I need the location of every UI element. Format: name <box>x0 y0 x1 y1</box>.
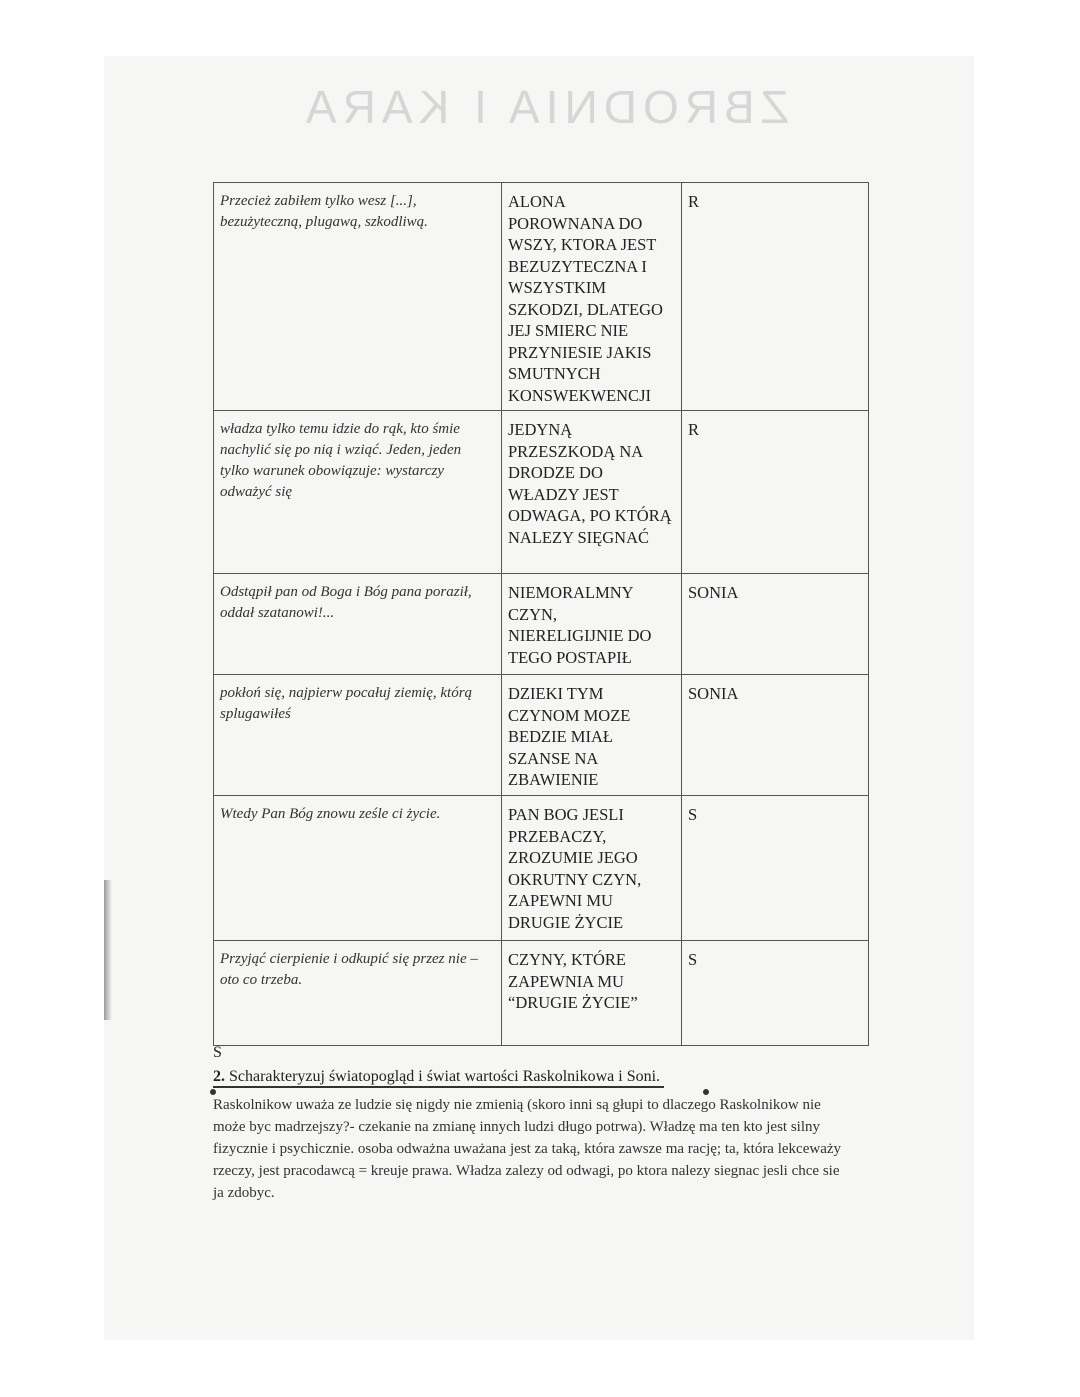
character-cell: SONIA <box>682 574 869 675</box>
page-edge-shadow <box>104 880 112 1020</box>
table-row <box>214 574 869 675</box>
table-row <box>214 675 869 796</box>
quote-cell: Odstąpił pan od Boga i Bóg pana poraził, oddał szatanowi!... <box>214 574 502 675</box>
comment-cell: PAN BOG JESLI PRZEBACZY, ZROZUMIE JEGO OKRUTNY CZYN, ZAPEWNI MU DRUGIE ŻYCIE <box>502 796 682 941</box>
character-cell: SONIA <box>682 675 869 796</box>
quote-cell: Przyjąć cierpienie i odkupić się przez nie – oto co trzeba. <box>214 941 502 1046</box>
table-row <box>214 796 869 941</box>
quote-cell: władza tylko temu idzie do rąk, kto śmie nachylić się po nią i wziąć. Jeden, jeden tylko warunek obowiązuje: wystarczy odważyć się <box>214 411 502 574</box>
task-number: 2. <box>213 1068 225 1085</box>
character-cell: R <box>682 411 869 574</box>
character-cell: S <box>682 941 869 1046</box>
comment-cell: NIEMORALMNY CZYN, NIERELIGIJNIE DO TEGO POSTAPIŁ <box>502 574 682 675</box>
quote-cell: Przecież zabiłem tylko wesz [...], bezużyteczną, plugawą, szkodliwą. <box>214 183 502 411</box>
comment-cell: JEDYNĄ PRZESZKODĄ NA DRODZE DO WŁADZY JEST ODWAGA, PO KTÓRĄ NALEZY SIĘGNAĆ <box>502 411 682 574</box>
quote-cell: pokłoń się, najpierw pocałuj ziemię, którą splugawiłeś <box>214 675 502 796</box>
table-row <box>214 183 869 411</box>
character-cell: R <box>682 183 869 411</box>
answer-text: Raskolnikow uważa ze ludzie się nigdy nie zmienią (skoro inni są głupi to dlaczego Raskolnikow nie może byc madrzejszy?- czekanie na zmianę innych ludzi długo potrwa). Władzę ma ten kto jest silny fizycznie i psychicznie. osoba odważna uważana jest za taką, która zawsze ma rację; ta, która lekceważy rzeczy, jest pracodawcą = kreuje prawa. Władza zalezy od odwagi, po ktora nalezy siegnac jesli chce sie ja zdobyc. <box>213 1097 842 1201</box>
comment-cell: DZIEKI TYM CZYNOM MOZE BEDZIE MIAŁ SZANSE NA ZBAWIENIE <box>502 675 682 796</box>
quotes-table <box>213 182 869 1046</box>
task-heading <box>213 1068 664 1088</box>
below-table-mark: S <box>213 1044 222 1061</box>
comment-cell: CZYNY, KTÓRE ZAPEWNIA MU “DRUGIE ŻYCIE” <box>502 941 682 1046</box>
table-row <box>214 411 869 574</box>
comment-cell: ALONA POROWNANA DO WSZY, KTORA JEST BEZUZYTECZNA I WSZYSTKIM SZKODZI, DLATEGO JEJ SMIERC NIE PRZYNIESIE JAKIS SMUTNYCH KONSWEKWENCJI <box>502 183 682 411</box>
bleed-through-heading: ZBRODNIA I KARA <box>300 81 789 133</box>
task-text: Scharakteryzuj światopogląd i świat wartości Raskolnikowa i Soni. <box>225 1068 661 1085</box>
quote-cell: Wtedy Pan Bóg znowu ześle ci życie. <box>214 796 502 941</box>
table-row <box>214 941 869 1046</box>
character-cell: S <box>682 796 869 941</box>
